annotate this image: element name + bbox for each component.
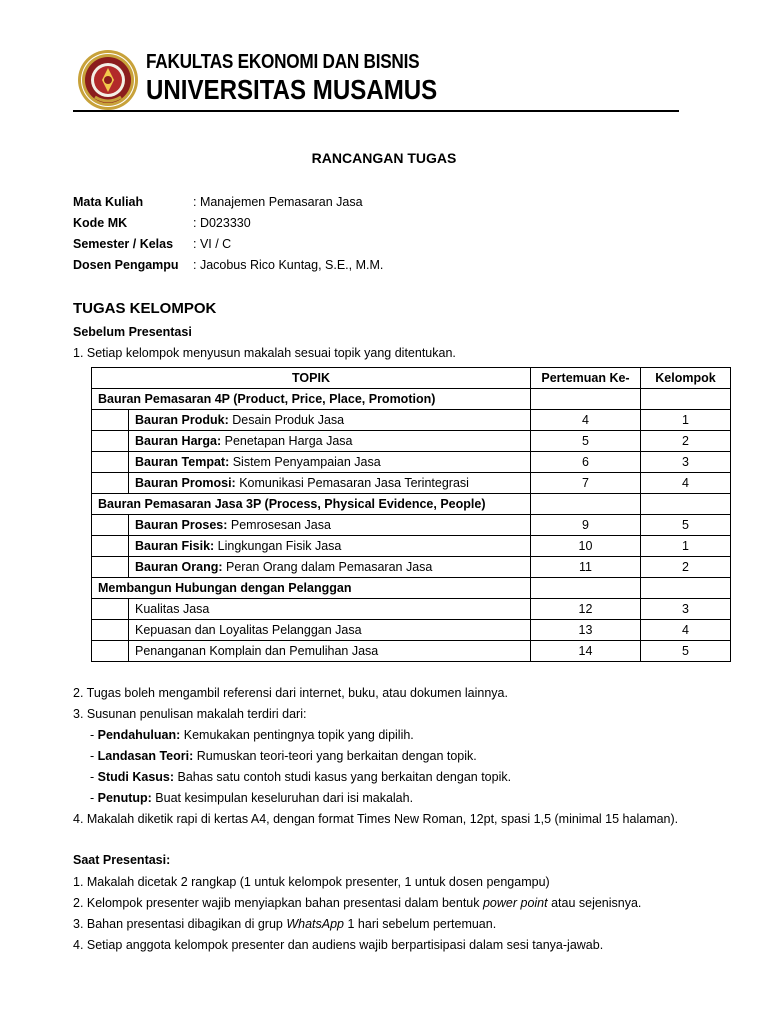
instruction-item <box>73 896 641 910</box>
indent-cell <box>92 536 129 557</box>
topic-label: Bauran Tempat: <box>135 455 230 469</box>
empty-cell <box>641 494 731 515</box>
structure-item <box>90 749 477 763</box>
meeting-cell: 12 <box>531 599 641 620</box>
topic-cell <box>129 515 531 536</box>
empty-cell <box>531 494 641 515</box>
text-part: 3. Bahan presentasi dibagikan di grup <box>73 917 287 931</box>
meeting-cell: 14 <box>531 641 641 662</box>
group-cell: 4 <box>641 473 731 494</box>
meeting-cell: 10 <box>531 536 641 557</box>
topic-text: Penetapan Harga Jasa <box>221 434 353 448</box>
indent-cell <box>92 515 129 536</box>
topic-text: Komunikasi Pemasaran Jasa Terintegrasi <box>235 476 469 490</box>
before-presentation-heading: Sebelum Presentasi <box>73 325 192 339</box>
table-group-row <box>92 494 731 515</box>
topic-text: Sistem Penyampaian Jasa <box>229 455 381 469</box>
university-name: UNIVERSITAS MUSAMUS <box>146 74 438 105</box>
info-row-course <box>73 194 383 215</box>
faculty-name: FAKULTAS EKONOMI DAN BISNIS <box>146 51 420 73</box>
meeting-cell: 6 <box>531 452 641 473</box>
topic-cell <box>129 557 531 578</box>
info-label: Kode MK <box>73 216 128 230</box>
structure-text: Bahas satu contoh studi kasus yang berkaitan dengan topik. <box>174 770 512 784</box>
during-presentation-heading: Saat Presentasi: <box>73 853 171 867</box>
structure-label: Pendahuluan: <box>97 728 181 742</box>
info-row-semester <box>73 236 383 257</box>
indent-cell <box>92 599 129 620</box>
group-cell: 2 <box>641 431 731 452</box>
info-value: : D023330 <box>193 216 251 230</box>
topic-cell <box>129 431 531 452</box>
structure-text: Kemukakan pentingnya topik yang dipilih. <box>180 728 414 742</box>
topic-cell: Kualitas Jasa <box>129 599 531 620</box>
topic-label: Bauran Promosi: <box>135 476 236 490</box>
structure-item <box>90 728 414 742</box>
info-label: Dosen Pengampu <box>73 258 179 272</box>
header-meeting: Pertemuan Ke- <box>531 368 641 389</box>
topic-cell: Kepuasan dan Loyalitas Pelanggan Jasa <box>129 620 531 641</box>
table-header-row <box>92 368 731 389</box>
topic-text: Pemrosesan Jasa <box>227 518 331 532</box>
table-group-row <box>92 578 731 599</box>
info-value: : Manajemen Pemasaran Jasa <box>193 195 363 209</box>
structure-label: Penutup: <box>97 791 152 805</box>
empty-cell <box>641 389 731 410</box>
indent-cell <box>92 410 129 431</box>
info-value: : Jacobus Rico Kuntag, S.E., M.M. <box>193 258 384 272</box>
meeting-cell: 9 <box>531 515 641 536</box>
dash: - <box>90 749 98 763</box>
topic-text: Lingkungan Fisik Jasa <box>214 539 342 553</box>
instruction-item: 2. Tugas boleh mengambil referensi dari internet, buku, atau dokumen lainnya. <box>73 686 508 700</box>
empty-cell <box>641 578 731 599</box>
structure-label: Landasan Teori: <box>97 749 194 763</box>
topic-cell: Penanganan Komplain dan Pemulihan Jasa <box>129 641 531 662</box>
meeting-cell: 13 <box>531 620 641 641</box>
emphasis-text: power point <box>482 896 548 910</box>
topic-label: Bauran Harga: <box>135 434 222 448</box>
indent-cell <box>92 641 129 662</box>
topic-label: Bauran Fisik: <box>135 539 215 553</box>
topic-label: Bauran Proses: <box>135 518 228 532</box>
group-cell: 2 <box>641 557 731 578</box>
structure-item <box>90 791 413 805</box>
dash: - <box>90 791 98 805</box>
topic-cell <box>129 452 531 473</box>
topic-label: Bauran Produk: <box>135 413 229 427</box>
instruction-item: 3. Susunan penulisan makalah terdiri dari: <box>73 707 307 721</box>
instruction-item: 1. Makalah dicetak 2 rangkap (1 untuk kelompok presenter, 1 untuk dosen pengampu) <box>73 875 550 889</box>
group-title: Bauran Pemasaran Jasa 3P (Process, Physical Evidence, People) <box>92 494 531 515</box>
group-cell: 4 <box>641 620 731 641</box>
header-topic: TOPIK <box>92 368 531 389</box>
structure-text: Buat kesimpulan keseluruhan dari isi makalah. <box>151 791 414 805</box>
topic-cell <box>129 536 531 557</box>
text-part: atau sejenisnya. <box>547 896 642 910</box>
table-row <box>92 515 731 536</box>
table-row <box>92 473 731 494</box>
indent-cell <box>92 620 129 641</box>
text-part: 1 hari sebelum pertemuan. <box>344 917 497 931</box>
table-row <box>92 620 731 641</box>
group-title: Membangun Hubungan dengan Pelanggan <box>92 578 531 599</box>
indent-cell <box>92 473 129 494</box>
topic-label: Bauran Orang: <box>135 560 223 574</box>
table-row <box>92 599 731 620</box>
indent-cell <box>92 452 129 473</box>
meeting-cell: 7 <box>531 473 641 494</box>
group-cell: 3 <box>641 599 731 620</box>
structure-label: Studi Kasus: <box>97 770 175 784</box>
topic-cell <box>129 410 531 431</box>
table-row <box>92 431 731 452</box>
table-row <box>92 410 731 431</box>
letterhead <box>73 45 679 113</box>
indent-cell <box>92 431 129 452</box>
university-seal-icon <box>73 47 143 113</box>
emphasis-text: WhatsApp <box>286 917 345 931</box>
section-title: TUGAS KELOMPOK <box>73 300 217 317</box>
group-cell: 1 <box>641 536 731 557</box>
info-value: : VI / C <box>193 237 232 251</box>
structure-item <box>90 770 511 784</box>
group-cell: 1 <box>641 410 731 431</box>
meeting-cell: 4 <box>531 410 641 431</box>
instruction-item: 4. Makalah diketik rapi di kertas A4, dengan format Times New Roman, 12pt, spasi 1,5 (minimal 15 halaman). <box>73 812 679 826</box>
table-row <box>92 536 731 557</box>
info-row-lecturer <box>73 257 383 278</box>
table-row <box>92 452 731 473</box>
instruction-item <box>73 917 496 931</box>
dash: - <box>90 770 98 784</box>
topic-table <box>91 367 731 662</box>
group-title: Bauran Pemasaran 4P (Product, Price, Place, Promotion) <box>92 389 531 410</box>
table-row <box>92 557 731 578</box>
table-group-row <box>92 389 731 410</box>
course-info <box>73 194 383 278</box>
group-cell: 5 <box>641 641 731 662</box>
meeting-cell: 5 <box>531 431 641 452</box>
instruction-item: 4. Setiap anggota kelompok presenter dan audiens wajib berpartisipasi dalam sesi tanya-jawab. <box>73 938 604 952</box>
instruction-item: 1. Setiap kelompok menyusun makalah sesuai topik yang ditentukan. <box>73 346 456 360</box>
group-cell: 5 <box>641 515 731 536</box>
meeting-cell: 11 <box>531 557 641 578</box>
empty-cell <box>531 389 641 410</box>
dash: - <box>90 728 98 742</box>
header-divider <box>73 110 679 112</box>
header-group: Kelompok <box>641 368 731 389</box>
table-row <box>92 641 731 662</box>
indent-cell <box>92 557 129 578</box>
topic-text: Desain Produk Jasa <box>228 413 345 427</box>
text-part: 2. Kelompok presenter wajib menyiapkan bahan presentasi dalam bentuk <box>73 896 483 910</box>
info-label: Semester / Kelas <box>73 237 174 251</box>
topic-text: Peran Orang dalam Pemasaran Jasa <box>222 560 433 574</box>
empty-cell <box>531 578 641 599</box>
topic-cell <box>129 473 531 494</box>
structure-text: Rumuskan teori-teori yang berkaitan dengan topik. <box>193 749 477 763</box>
group-cell: 3 <box>641 452 731 473</box>
info-label: Mata Kuliah <box>73 195 144 209</box>
document-title: RANCANGAN TUGAS <box>311 150 457 166</box>
info-row-code <box>73 215 383 236</box>
